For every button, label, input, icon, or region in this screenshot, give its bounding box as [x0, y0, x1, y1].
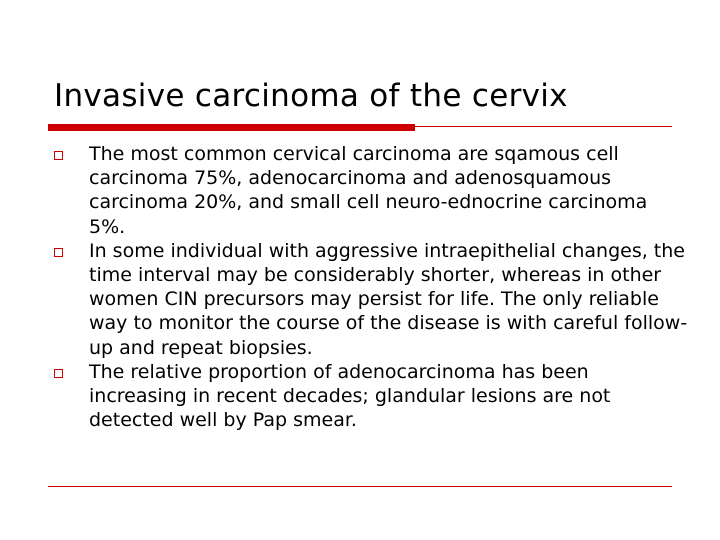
- bullet-text: The most common cervical carcinoma are sqamous cell carcinoma 75%, adenocarcinoma and adenosquamous carcinoma 20%, and small cell neuro-ednocrine carcinoma 5%.: [89, 143, 648, 238]
- title-underline-thick: [48, 124, 415, 131]
- slide-title: Invasive carcinoma of the cervix: [54, 78, 568, 114]
- bullet-item: [48, 142, 688, 239]
- hollow-square-bullet-icon: [54, 248, 63, 257]
- bullet-text: The relative proportion of adenocarcinoma has been increasing in recent decades; glandular lesions are not detected well by Pap smear.: [89, 360, 611, 432]
- bullet-item: [48, 360, 688, 433]
- bottom-divider: [48, 486, 672, 487]
- hollow-square-bullet-icon: [54, 369, 63, 378]
- bullet-list: [48, 142, 688, 432]
- bullet-text: In some individual with aggressive intraepithelial changes, the time interval may be considerably shorter, whereas in other women CIN precursors may persist for life. The only reliable way to monitor the course of the disease is with careful follow-up and repeat biopsies.: [89, 239, 688, 359]
- hollow-square-bullet-icon: [54, 151, 63, 160]
- bullet-item: [48, 239, 688, 360]
